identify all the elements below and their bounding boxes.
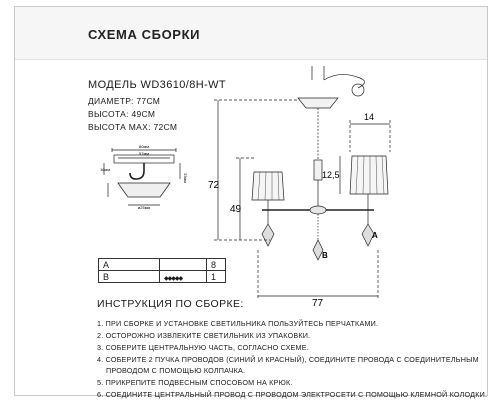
- crystal-a-callout: A: [372, 231, 378, 240]
- dim-left-label: 16мм: [100, 167, 110, 172]
- header-band: [15, 7, 487, 60]
- canopy: [298, 98, 338, 108]
- instruction-step: 6. СОЕДИНИТЕ ЦЕНТРАЛЬНЫЙ ПРОВОД С ПРОВОДОМ ЭЛЕКТРОСЕТИ С ПОМОЩЬЮ КЛЕМНОЙ КОЛОДКИ.: [97, 390, 488, 399]
- spec-diameter: [88, 96, 160, 106]
- spec-height-max: [88, 122, 177, 132]
- dim-shade-height-label: 12,5: [322, 170, 340, 180]
- spec-value: 49СМ: [131, 109, 156, 119]
- dim-top-label: 80мм: [139, 144, 149, 149]
- lamp-shade-left: [252, 172, 284, 200]
- part-letter: B: [99, 271, 160, 283]
- crystal-chain-icon: ◆◆◆◆◆: [164, 275, 183, 282]
- spec-label: ВЫСОТА:: [88, 109, 129, 119]
- dim-mid-label: 57мм: [139, 151, 149, 156]
- hook-wire: [324, 74, 365, 88]
- instruction-step-continued: ПРОВОДОМ С ПОМОЩЬЮ КОЛПАЧКА.: [106, 366, 246, 375]
- part-qty: 8: [207, 259, 226, 271]
- instructions-title: ИНСТРУКЦИЯ ПО СБОРКЕ:: [97, 298, 244, 310]
- crystal-b-callout: B: [322, 251, 328, 260]
- canopy-cup: [118, 183, 170, 197]
- dim-shade-width-label: 14: [364, 112, 375, 122]
- dim-right-label: 33мм: [183, 173, 188, 183]
- instruction-step: 4. СОБЕРИТЕ 2 ПУЧКА ПРОВОДОВ (СИНИЙ И КРАСНЫЙ), СОЕДИНИТЕ ПРОВОДА С СОЕДИНИТЕЛЬНЫМ: [97, 355, 479, 364]
- dim-height-label: 49: [230, 204, 242, 215]
- part-letter: A: [99, 259, 160, 271]
- spec-label: ДИАМЕТР:: [88, 96, 134, 106]
- instruction-step: 2. ОСТОРОЖНО ИЗВЛЕКИТЕ СВЕТИЛЬНИК ИЗ УПАКОВКИ.: [97, 331, 311, 340]
- instruction-step: 5. ПРИКРЕПИТЕ ПОДВЕСНЫМ СПОСОБОМ НА КРЮК.: [97, 378, 293, 387]
- spec-height: [88, 109, 155, 119]
- hook-ring: [352, 84, 364, 96]
- parts-table: [98, 258, 226, 283]
- part-qty: 1: [207, 271, 226, 283]
- instruction-step: 1. ПРИ СБОРКЕ И УСТАНОВКЕ СВЕТИЛЬНИКА ПОЛЬЗУЙТЕСЬ ПЕРЧАТКАМИ.: [97, 319, 379, 328]
- dim-height-max-label: 72: [208, 180, 220, 191]
- spec-label: ВЫСОТА MAX:: [88, 122, 151, 132]
- chandelier-drawing: [210, 60, 490, 310]
- hook-shape: [130, 163, 144, 179]
- table-row: [99, 259, 226, 271]
- hook-detail-drawing: [100, 145, 190, 245]
- model-label: МОДЕЛЬ WD3610/8H-WT: [88, 79, 227, 91]
- part-image-crystal-a: [160, 259, 207, 271]
- dim-diameter-label: 77: [312, 298, 324, 309]
- spec-value: 77СМ: [136, 96, 161, 106]
- page-title: СХЕМА СБОРКИ: [88, 27, 201, 42]
- crystal-a-left: [262, 224, 274, 246]
- center-stem: [314, 160, 322, 180]
- instruction-step: 3. СОБЕРИТЕ ЦЕНТРАЛЬНУЮ ЧАСТЬ, СОГЛАСНО СХЕМЕ.: [97, 343, 309, 352]
- mounting-plate: [114, 155, 174, 163]
- spec-value: 72СМ: [153, 122, 178, 132]
- part-image-crystal-b: [160, 271, 207, 283]
- table-row: [99, 271, 226, 283]
- dim-bottom-label: ø25мм: [137, 205, 151, 210]
